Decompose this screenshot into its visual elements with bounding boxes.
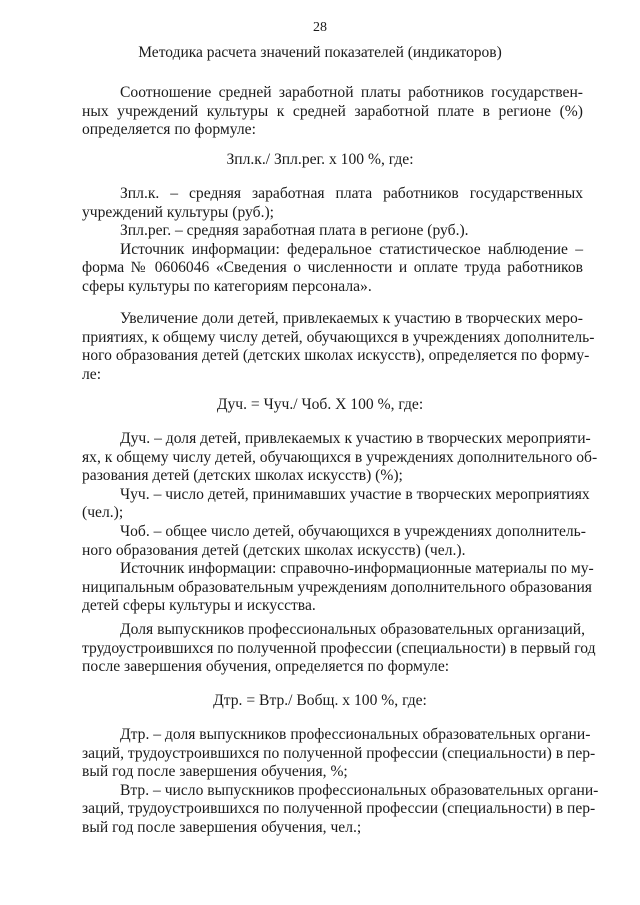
text-line: учреждений культуры (руб.);: [82, 203, 274, 221]
s3-definitions: [82, 726, 599, 838]
text-line: Увеличение доли детей, привлекаемых к участию в творческих меро-: [120, 310, 583, 327]
s3-formula: Дтр. = Втр./ Вобщ. х 100 %, где:: [213, 692, 427, 709]
text-line: Доля выпускников профессиональных образовательных организаций,: [120, 621, 585, 638]
text-line: сферы культуры по категориям персонала».: [82, 277, 372, 295]
text-line: разования детей (детских школах искусств) (%);: [82, 467, 403, 485]
text-line: после завершения обучения, определяется по формуле:: [82, 658, 450, 676]
page-title: Методика расчета значений показателей (индикаторов): [138, 44, 502, 61]
s2-formula: Дуч. = Чуч./ Чоб. Х 100 %, где:: [216, 396, 424, 413]
text-line: Зпл.рег. – средняя заработная плата в регионе (руб.).: [120, 222, 469, 240]
s3-intro-paragraph: [82, 621, 596, 677]
s2-intro-paragraph: [82, 310, 595, 384]
text-line: Источник информации: федеральное статистическое наблюдение –: [120, 240, 583, 258]
text-line: ях, к общему числу детей, обучающихся в учреждениях дополнительного об-: [82, 448, 598, 466]
text-line: ниципальным образовательным учреждениям дополнительного образования: [82, 578, 592, 596]
text-line: форма № 0606046 «Сведения о численности и оплате труда работников: [82, 259, 583, 277]
text-line: заций, трудоустроившихся по полученной профессии (специальности) в пер-: [82, 744, 596, 762]
text-line: Зпл.к. – средняя заработная плата работников государственных: [120, 185, 583, 202]
text-line: заций, трудоустроившихся по полученной профессии (специальности) в пер-: [82, 800, 596, 818]
text-line: Соотношение средней заработной платы работников государствен-: [120, 84, 583, 101]
text-line: вый год после завершения обучения, чел.;: [82, 818, 362, 836]
text-line: ле:: [82, 365, 102, 383]
text-line: вый год после завершения обучения, %;: [82, 763, 348, 781]
page-number: 28: [313, 20, 327, 35]
text-line: (чел.);: [82, 504, 124, 522]
text-line: ных учреждений культуры к средней заработной плате в регионе (%): [82, 102, 583, 120]
text-line: Дуч. – доля детей, привлекаемых к участию в творческих мероприяти-: [120, 430, 591, 447]
text-line: ного образования детей (детских школах искусств) (чел.).: [82, 541, 466, 559]
s1-formula: Зпл.к./ Зпл.рег. х 100 %, где:: [226, 151, 414, 168]
text-line: Источник информации: справочно-информационные материалы по му-: [120, 560, 594, 578]
s1-definitions: [82, 185, 583, 297]
s2-definitions: [82, 430, 598, 616]
text-line: Чуч. – число детей, принимавших участие в творческих мероприятиях: [120, 485, 590, 503]
text-line: Втр. – число выпускников профессиональных образовательных органи-: [120, 781, 599, 799]
text-line: приятиях, к общему числу детей, обучающихся в учреждениях дополнитель-: [82, 328, 595, 346]
text-line: трудоустроившихся по полученной профессии (специальности) в первый год: [82, 639, 596, 657]
text-line: детей сферы культуры и искусства.: [82, 597, 316, 615]
text-line: определяется по формуле:: [82, 121, 256, 139]
text-line: Чоб. – общее число детей, обучающихся в учреждениях дополнитель-: [120, 522, 586, 540]
s1-intro-paragraph: [82, 84, 583, 140]
text-line: ного образования детей (детских школах искусств), определяется по форму-: [82, 347, 590, 365]
text-line: Дтр. – доля выпускников профессиональных образовательных органи-: [120, 726, 591, 743]
